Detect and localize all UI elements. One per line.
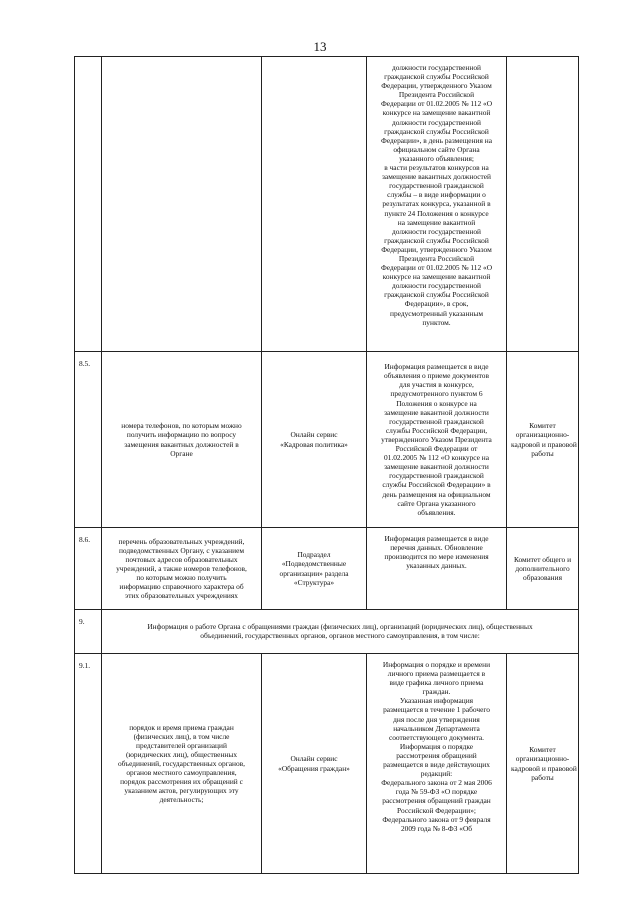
text-line: перечень образовательных учреждений,	[118, 536, 245, 546]
text-line: Указанная информация	[399, 696, 474, 706]
text-line: объединений, государственных органов, органов местного самоуправления, в том числе:	[200, 631, 480, 640]
text-line: рассмотрения обращений граждан	[382, 796, 491, 806]
text-line: Онлайн сервис	[290, 430, 338, 440]
text-line: Информация размещается в виде	[384, 362, 489, 372]
text-line: порядок рассмотрения их обращений с	[120, 777, 243, 787]
text-line: указанных данных.	[406, 561, 467, 571]
text-line: граждан.	[422, 687, 451, 697]
text-line: дополнительного	[515, 563, 570, 573]
text-line: Федерации», в срок,	[404, 299, 469, 309]
responsible-cell	[507, 57, 579, 352]
text-line: замещение вакантной должности	[384, 462, 489, 472]
info-cell	[367, 654, 507, 874]
text-line: размещается в виде действующих	[383, 760, 490, 770]
text-line: Президента Российской	[398, 90, 475, 100]
table-row	[75, 352, 579, 528]
text-line: по которым можно получить	[136, 573, 227, 583]
text-line: пунктом.	[422, 317, 451, 327]
text-line: «Кадровая политика»	[280, 439, 348, 449]
text-line: редакций:	[420, 769, 453, 779]
text-line: государственной гражданской	[389, 181, 484, 191]
text-line: замещение вакантной должности	[384, 407, 489, 417]
text-line: объединений, государственных органов,	[117, 758, 245, 768]
text-line: Онлайн сервис	[290, 754, 338, 764]
text-line: размещается в течение 1 рабочего	[383, 705, 490, 715]
text-line: должности государственной	[392, 226, 481, 236]
text-line: указанного объявления;	[399, 153, 474, 163]
text-line: Органе	[170, 448, 193, 458]
text-line: Российской Федерации»;	[397, 805, 476, 815]
text-line: рассмотрения обращений	[396, 750, 477, 760]
channel-cell	[262, 654, 367, 874]
text-line: Информация о порядке	[399, 741, 474, 751]
item-cell	[102, 57, 262, 352]
text-line: гражданской службы Российской	[384, 290, 489, 300]
responsible-cell	[507, 528, 579, 610]
responsible-cell	[507, 352, 579, 528]
text-line: почтовых адресов образовательных	[125, 554, 238, 564]
text-line: «Структура»	[293, 577, 335, 587]
text-line: Федерального закона от 9 февраля	[382, 814, 491, 824]
text-line: Федерации от 01.02.2005 № 112 «О	[380, 99, 493, 109]
text-line: Президента Российской	[398, 253, 475, 263]
text-line: Федерации от 01.02.2005 № 112 «О	[380, 263, 493, 273]
text-line: номера телефонов, по которым можно	[121, 421, 242, 431]
text-line: «Обращения граждан»	[278, 763, 350, 773]
text-line: результатах конкурса, указанной в	[382, 199, 491, 209]
text-line: (юридических лиц), общественных	[125, 749, 238, 759]
text-line: конкурсе на замещение вакантной	[382, 272, 491, 282]
page-number: 13	[313, 39, 327, 54]
text-line: Подраздел	[297, 550, 331, 560]
text-line: должности государственной	[392, 63, 481, 72]
text-line: день размещения на официальном	[382, 489, 491, 499]
text-line: Информация о порядке и времени	[382, 660, 491, 669]
text-line: официальном сайте Органа	[393, 144, 480, 154]
text-line: организационно-	[515, 430, 570, 440]
text-line: службы – в виде информации о	[387, 190, 486, 200]
text-line: Информация размещается в виде	[384, 534, 489, 543]
text-line: для участия в конкурсе,	[399, 380, 474, 390]
text-line: Федерального закона от 2 мая 2006	[381, 778, 492, 788]
document-table	[74, 56, 579, 874]
channel-cell	[262, 57, 367, 352]
text-line: гражданской службы Российской	[384, 126, 489, 136]
text-line: производится по мере изменения	[384, 552, 489, 562]
text-line: 2009 года № 8-ФЗ «Об	[400, 823, 473, 833]
text-line: Комитет	[529, 421, 556, 431]
text-line: должности государственной	[392, 117, 481, 127]
row-number: 9.	[75, 610, 102, 654]
text-line: службы Российской Федерации» в	[382, 480, 491, 490]
text-line: личного приема размещается в	[387, 669, 486, 679]
text-line: порядок и время приема граждан	[129, 722, 234, 732]
text-line: Комитет	[529, 745, 556, 755]
text-line: объявления.	[417, 507, 456, 517]
info-cell	[367, 528, 507, 610]
row-number: 8.5.	[75, 352, 102, 528]
table-row	[75, 610, 579, 654]
text-line: замещение вакантных должностей	[382, 172, 491, 182]
text-line: гражданской службы Российской	[384, 235, 489, 245]
table-row	[75, 57, 579, 352]
text-line: кадровой и правовой	[511, 763, 577, 773]
item-cell	[102, 654, 262, 874]
text-line: виде графика личного приема	[389, 678, 484, 688]
text-line: 01.02.2005 № 112 «О конкурсе на	[383, 453, 490, 463]
row-number: 9.1.	[75, 654, 102, 874]
text-line: Федерации, утвержденного Указом	[381, 244, 492, 254]
text-line: организационно-	[515, 754, 570, 764]
section-heading	[102, 610, 579, 654]
text-line: государственной гражданской	[389, 416, 484, 426]
text-line: сайте Органа указанного	[397, 498, 476, 508]
row-number	[75, 57, 102, 352]
text-line: деятельность;	[159, 795, 204, 805]
channel-cell	[262, 528, 367, 610]
text-line: информацию справочного характера об	[119, 582, 244, 592]
table-row	[75, 654, 579, 874]
text-line: пункте 24 Положения о конкурсе	[384, 208, 489, 218]
responsible-cell	[507, 654, 579, 874]
text-line: работы	[531, 772, 554, 782]
text-line: кадровой и правовой	[511, 439, 577, 449]
info-cell	[367, 352, 507, 528]
item-cell	[102, 528, 262, 610]
text-line: Комитет общего и	[513, 554, 572, 564]
text-line: указанием актов, регулирующих эту	[124, 786, 239, 796]
item-cell	[102, 352, 262, 528]
text-line: учреждений, а также номеров телефонов,	[116, 563, 247, 573]
text-line: службы Российской Федерации,	[385, 425, 488, 435]
text-line: Федерации, утвержденного Указом	[381, 81, 492, 91]
text-line: предусмотренный указанным	[389, 308, 484, 318]
text-line: «Подведомственные	[281, 559, 347, 569]
text-line: Информация о работе Органа с обращениями граждан (физических лиц), организаций (юридических лиц), общественных	[147, 621, 533, 631]
text-line: организации» раздела	[279, 568, 349, 578]
text-line: замещения вакантных должностей в	[124, 439, 239, 449]
channel-cell	[262, 352, 367, 528]
text-line: в части результатов конкурсов на	[384, 163, 489, 173]
text-line: Положения о конкурсе на	[396, 398, 477, 408]
text-line: соответствующего документа.	[388, 732, 485, 742]
table-row	[75, 528, 579, 610]
text-line: дня после дня утверждения	[393, 714, 480, 724]
text-line: объявления о приеме документов	[383, 371, 489, 381]
text-line: Федерации», в день размещения на	[381, 135, 492, 145]
text-line: на замещение вакантной	[397, 217, 476, 227]
text-line: образования	[523, 573, 562, 583]
text-line: конкурсе на замещение вакантной	[382, 108, 491, 118]
text-line: года № 59-ФЗ «О порядке	[395, 787, 478, 797]
text-line: предусмотренного пунктом 6	[390, 389, 483, 399]
text-line: должности государственной	[392, 281, 481, 291]
info-cell	[367, 57, 507, 352]
text-line: получить информацию по вопросу	[126, 430, 237, 440]
text-line: начальником Департамента	[393, 723, 480, 733]
text-line: этих образовательных учреждениях	[125, 591, 238, 601]
text-line: подведомственных Органу, с указанием	[118, 545, 245, 555]
text-line: утвержденного Указом Президента	[381, 434, 492, 444]
text-line: представителей организаций	[136, 740, 227, 750]
text-line: Российской Федерации от	[395, 444, 478, 454]
text-line: органов местного самоуправления,	[126, 768, 237, 778]
text-line: (физических лиц), в том числе	[133, 731, 230, 741]
text-line: работы	[531, 448, 554, 458]
text-line: гражданской службы Российской	[384, 72, 489, 82]
row-number: 8.6.	[75, 528, 102, 610]
text-line: государственной гражданской	[389, 471, 484, 481]
text-line: перечня данных. Обновление	[390, 543, 483, 553]
